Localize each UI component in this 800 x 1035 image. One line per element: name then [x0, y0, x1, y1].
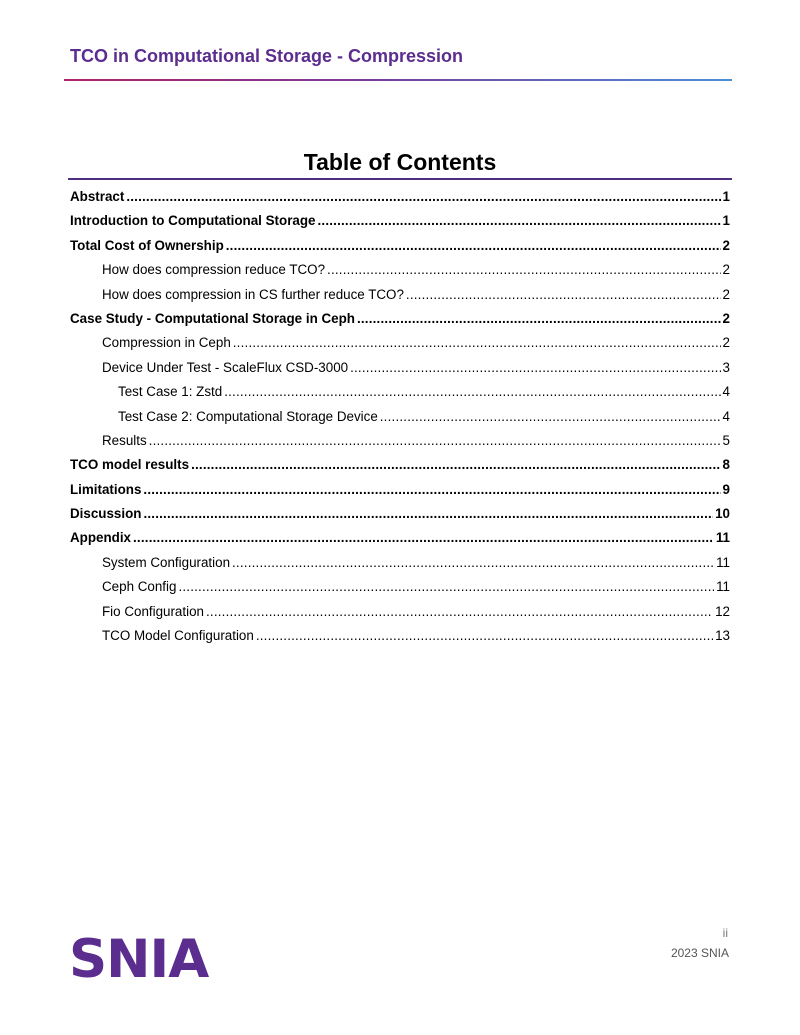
toc-entry-label: System Configuration — [102, 554, 231, 570]
toc-entry-label: Device Under Test - ScaleFlux CSD-3000 — [102, 359, 349, 375]
document-header-title: TCO in Computational Storage - Compression — [70, 46, 464, 66]
toc-entry[interactable] — [70, 624, 730, 648]
copyright-text: 2023 SNIA — [670, 946, 729, 960]
toc-entry-label: Total Cost of Ownership — [70, 237, 224, 253]
toc-dot-leader — [126, 185, 720, 209]
toc-entry-label: Compression in Ceph — [102, 335, 231, 351]
toc-dot-leader — [143, 478, 720, 502]
toc-entry[interactable] — [70, 575, 730, 599]
toc-dot-leader — [357, 307, 721, 331]
toc-dot-leader — [406, 283, 721, 307]
toc-entry[interactable] — [70, 526, 730, 550]
toc-entry-label: TCO Model Configuration — [102, 628, 254, 644]
toc-entry-label: Discussion — [70, 506, 142, 522]
toc-dot-leader — [350, 356, 720, 380]
toc-entry-page: 5 — [722, 432, 730, 448]
toc-entry[interactable] — [70, 331, 730, 355]
toc-dot-leader — [224, 380, 720, 404]
toc-dot-leader — [133, 526, 714, 550]
toc-dot-leader — [256, 624, 713, 648]
toc-entry[interactable] — [70, 356, 730, 380]
toc-entry[interactable] — [70, 405, 730, 429]
toc-entry[interactable] — [70, 502, 730, 526]
header-divider — [64, 79, 732, 81]
toc-entry[interactable] — [70, 307, 730, 331]
toc-entry-label: How does compression in CS further reduce TCO? — [102, 286, 404, 302]
toc-entry[interactable] — [70, 453, 730, 477]
toc-entry-label: Test Case 2: Computational Storage Device — [118, 408, 378, 424]
toc-entry-label: Test Case 1: Zstd — [118, 384, 223, 400]
toc-dot-leader — [149, 429, 721, 453]
toc-entry-label: Results — [102, 432, 147, 448]
toc-entry-label: TCO model results — [70, 457, 190, 473]
toc-entry-page: 12 — [715, 603, 730, 619]
toc-entry[interactable] — [70, 600, 730, 624]
toc-entry-page: 8 — [722, 457, 730, 473]
toc-dot-leader — [232, 551, 714, 575]
toc-entry-page: 4 — [722, 408, 730, 424]
toc-entry-page: 1 — [722, 213, 730, 229]
toc-entry-page: 2 — [722, 286, 730, 302]
toc-entry-page: 9 — [722, 481, 730, 497]
toc-entry-page: 1 — [722, 189, 730, 204]
toc-title: Table of Contents — [303, 149, 497, 175]
toc-entry-label: Abstract — [70, 189, 125, 204]
toc-dot-leader — [206, 600, 713, 624]
toc-entry-page: 11 — [715, 530, 730, 546]
toc-dot-leader — [317, 209, 720, 233]
toc-dot-leader — [233, 331, 721, 355]
page-number: ii — [722, 926, 728, 940]
toc-entry[interactable] — [70, 551, 730, 575]
toc-entry[interactable] — [70, 209, 730, 233]
toc-entry-label: Limitations — [70, 481, 142, 497]
toc-entry[interactable] — [70, 234, 730, 258]
toc-dot-leader — [380, 405, 721, 429]
toc-entry-label: Introduction to Computational Storage — [70, 213, 316, 229]
toc-entry[interactable] — [70, 258, 730, 282]
toc-dot-leader — [143, 502, 713, 526]
toc-entry-label: Fio Configuration — [102, 603, 204, 619]
toc-entry-page: 4 — [722, 384, 730, 400]
toc-entry-page: 2 — [722, 335, 730, 351]
toc-entry[interactable] — [70, 429, 730, 453]
toc-entry[interactable] — [70, 283, 730, 307]
toc-entry-page: 13 — [715, 628, 730, 644]
toc-entry-label: Ceph Config — [102, 579, 177, 595]
toc-entry-page: 2 — [722, 237, 730, 253]
toc-entry-page: 3 — [722, 359, 730, 375]
toc-dot-leader — [226, 234, 721, 258]
toc-entry[interactable] — [70, 380, 730, 404]
toc-dot-leader — [327, 258, 721, 282]
toc-title-divider — [68, 178, 732, 180]
toc-entry-label: Case Study - Computational Storage in Ceph — [70, 310, 355, 326]
snia-logo: SNIA — [69, 929, 209, 990]
toc-dot-leader — [191, 453, 720, 477]
toc-entry-page: 11 — [716, 554, 730, 570]
toc-entry-page: 10 — [715, 506, 730, 522]
toc-entry-label: How does compression reduce TCO? — [102, 262, 326, 278]
toc-entry-page: 2 — [722, 262, 730, 278]
toc-dot-leader — [178, 575, 714, 599]
toc-entry-label: Appendix — [70, 530, 132, 546]
toc-entry-page: 11 — [716, 579, 730, 595]
toc-entry[interactable] — [70, 478, 730, 502]
toc-entry-page: 2 — [722, 310, 730, 326]
toc-list — [70, 185, 730, 648]
toc-entry[interactable] — [70, 185, 730, 209]
